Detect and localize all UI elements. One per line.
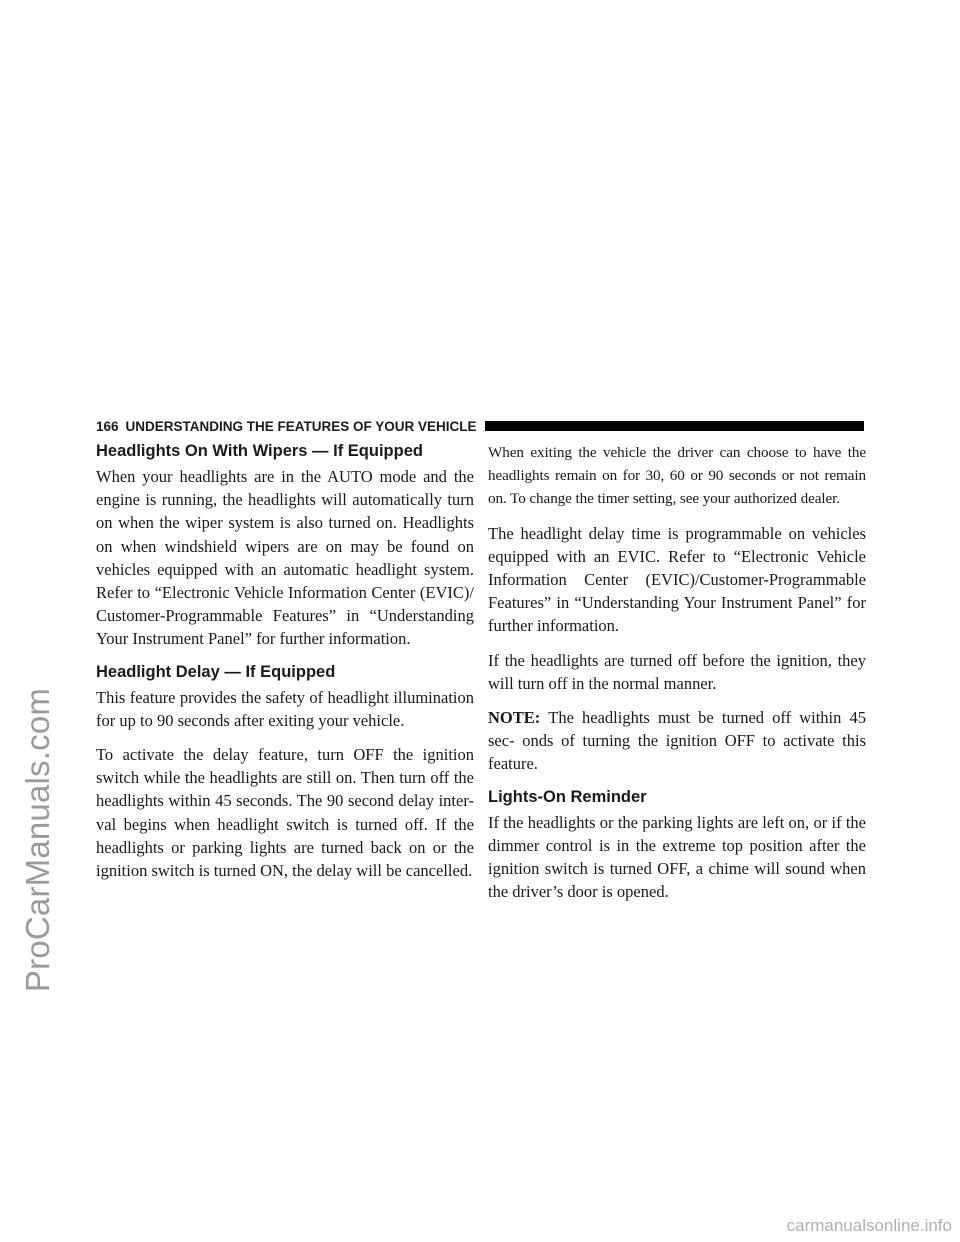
paragraph-programmable: The headlight delay time is programmable on vehicles equipped with an EVIC. Refer to “Electronic Vehicle Information Center (EVIC)/Customer-Programmable Features” in “Understanding Your Instrument Panel” for further information. (488, 523, 866, 636)
right-column (488, 441, 866, 914)
paragraph-turned-off: If the headlights are turned off before the ignition, they will turn off in the normal manner. (488, 650, 866, 693)
page-number: 166 (96, 418, 119, 434)
paragraph-delay-intro: This feature provides the safety of headlight illumination for up to 90 seconds after exiting your vehicle. (96, 687, 474, 730)
heading-lights-on-reminder: Lights-On Reminder (488, 787, 647, 806)
section-title: UNDERSTANDING THE FEATURES OF YOUR VEHICLE (125, 418, 477, 434)
bottom-watermark: carmanualsonline.info (786, 1216, 952, 1235)
note-paragraph (488, 706, 866, 776)
paragraph-exit-timer: When exiting the vehicle the driver can choose to have the headlights remain on for 30, 60 or 90 seconds or not remain on. To change the timer setting, see your authorized dealer. (488, 444, 866, 508)
paragraph-wipers: When your headlights are in the AUTO mode and the engine is running, the headlights will automatically turn on when the wiper system is also turned on. Headlights on when windshield wipers are on may be found on vehicles equipped with an automatic headlight system. Refer to “Electronic Vehicle Information Center (EVIC)/ Customer-Programmable Features” in “Understanding Your Instrument Panel” for further information. (96, 467, 474, 649)
note-label: NOTE: (488, 708, 541, 728)
side-watermark-text: ProCarManuals.com (19, 687, 56, 993)
note-text: The headlights must be turned off within 45 sec- onds of turning the ignition OFF to activate this feature. (488, 708, 866, 774)
heading-headlights-on-with-wipers: Headlights On With Wipers — If Equipped (96, 442, 423, 460)
left-column (96, 441, 474, 893)
header-rule (485, 421, 864, 431)
page-header (96, 415, 864, 437)
side-watermark (8, 440, 68, 1240)
paragraph-delay-activate: To activate the delay feature, turn OFF the ignition switch while the headlights are still on. Then turn off the headlights within 45 seconds. The 90 second delay inter- val begins when headlight switch is turned off. If the headlights or parking lights are turned back on or the ignition switch is turned ON, the delay will be cancelled. (96, 745, 474, 881)
heading-headlight-delay: Headlight Delay — If Equipped (96, 662, 336, 681)
paragraph-reminder: If the headlights or the parking lights are left on, or if the dimmer control is in the extreme top position after the ignition switch is turned OFF, a chime will sound when the driver’s door is opened. (488, 812, 866, 902)
